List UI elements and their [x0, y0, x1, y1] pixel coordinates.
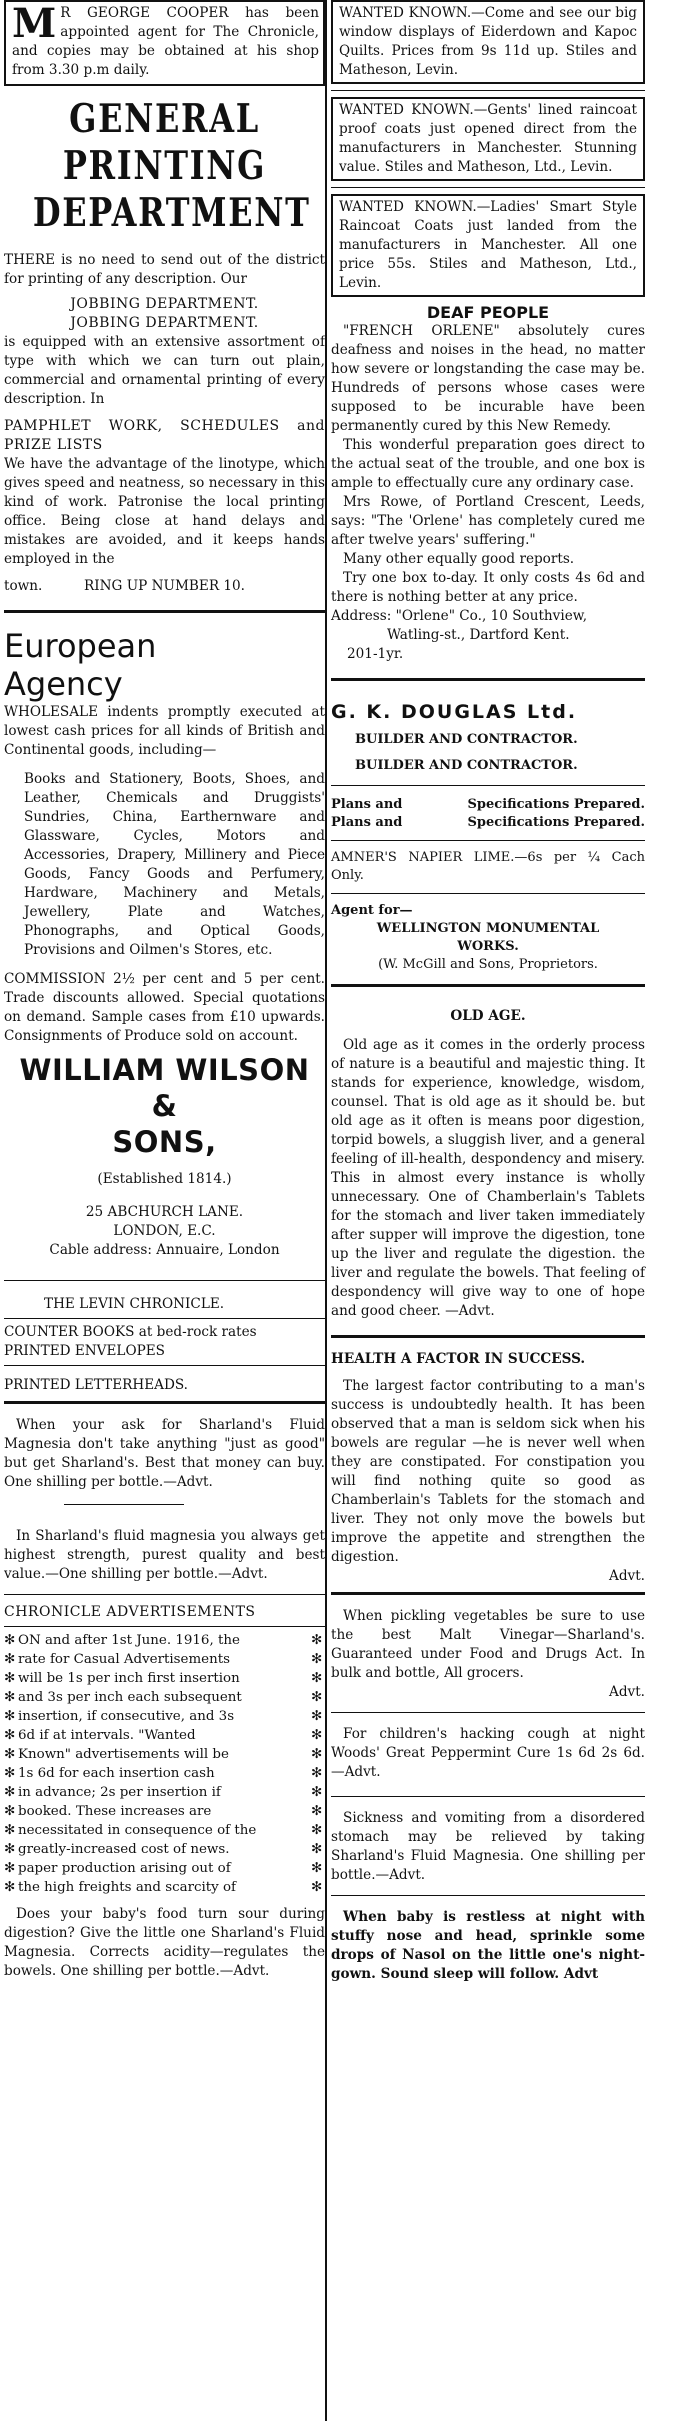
rule	[331, 984, 645, 987]
chronicle-title: THE LEVIN CHRONICLE.	[44, 1296, 225, 1312]
deaf-address-2: Watling-st., Dartford Kent.	[387, 627, 570, 643]
rule	[4, 610, 325, 613]
pamphlet-heading: PAMPHLET WORK, SCHEDULES and PRIZE LISTS	[4, 418, 325, 453]
works-proprietors: (W. McGill and Sons, Proprietors.	[378, 957, 598, 972]
ring-up-row	[4, 577, 325, 596]
douglas-name: G. K. DOUGLAS Ltd.	[331, 701, 578, 723]
counter-books: COUNTER BOOKS at bed-rock rates	[4, 1324, 257, 1340]
old-age-text: Old age as it comes in the orderly process of nature is a beautiful and majestic thing. It stands for experience, knowledge, wisdom, counsel. That is old age as it should be. but old age as it often is means poor digestion, torpid bowels, a sluggish liver, and a general feeling of ill-health, despondency and misery. This in almost every instance is wholly unnecessary. One of Chamberlain's Tablets for the stomach and liver taken immediately after supper will improve the digestion, tone up the liver and regulate the digestion. the liver and regulate the bowels. That feeling of despondency will give way to one of hope and good cheer. —Advt.	[331, 1037, 645, 1319]
plans-row-2	[331, 814, 645, 832]
adverts-line: ✻ will be 1s per inch first insertion ✻	[4, 1671, 323, 1686]
malt-vinegar-advt: When pickling vegetables be sure to use the best Malt Vinegar—Sharland's. Guaranteed under Food and Drugs Act. In bulk and bottle, All grocers.	[331, 1608, 645, 1681]
napier-lime: AMNER'S NAPIER LIME.—6s per ¼ Cach Only.	[331, 850, 645, 883]
deaf-p1: "FRENCH ORLENE" absolutely cures deafness and noises in the head, no matter how severe or longstanding the case may be. Hundreds of persons whose cases were supposed to be incurable have been permanently cured by this New Remedy.	[331, 323, 645, 434]
rule	[331, 785, 645, 786]
rule	[331, 1895, 645, 1896]
deaf-p4: Many other equally good reports.	[343, 551, 575, 567]
baby-restless-advt: When baby is restless at night with stuffy nose and head, sprinkle some drops of Nasol on the little one's night-gown. Sound sleep will follow. Advt	[331, 1909, 645, 1982]
printing-equipped: is equipped with an extensive assortment of type with which we can turn out plain, commercial and ornamental printing of every description. In	[4, 334, 325, 407]
printing-title-line-2: PRINTING	[62, 143, 267, 189]
douglas-builder-2: BUILDER AND CONTRACTOR.	[355, 758, 578, 773]
adverts-line: ✻ necessitated in consequence of the ✻	[4, 1823, 323, 1838]
rule	[331, 893, 645, 894]
douglas-builder-1: BUILDER AND CONTRACTOR.	[355, 732, 578, 747]
adverts-line: ✻ insertion, if consecutive, and 3s ✻	[4, 1709, 323, 1724]
rule	[331, 1796, 645, 1797]
rule	[4, 1626, 325, 1627]
deaf-heading: DEAF PEOPLE	[426, 303, 550, 322]
rule	[4, 1594, 325, 1595]
deaf-p3: Mrs Rowe, of Portland Crescent, Leeds, says: "The 'Orlene' has completely cured me after twelve years' suffering."	[331, 494, 645, 548]
plans-left-1: Plans and	[331, 797, 403, 812]
firm-cable: Cable address: Annuaire, London	[49, 1242, 280, 1258]
firm-name-2: SONS,	[112, 1125, 217, 1159]
cooper-notice-box	[4, 0, 325, 86]
rule	[331, 1335, 645, 1338]
wanted-box-2	[331, 97, 645, 181]
malt-advt-tag: Advt.	[609, 1684, 645, 1700]
printing-title	[32, 96, 311, 237]
european-commission: COMMISSION 2½ per cent and 5 per cent. Trade discounts allowed. Special quotations on demand. Sample cases from £10 upwards. Consignments of Produce sold on account.	[4, 971, 325, 1044]
jobbing-line-1: JOBBING DEPARTMENT.	[70, 296, 259, 312]
adverts-line: ✻ 6d if at intervals. "Wanted ✻	[4, 1728, 323, 1743]
european-title-2: Agency	[4, 665, 123, 703]
firm-name-1: WILLIAM WILSON &	[19, 1053, 310, 1123]
firm-address-2: LONDON, E.C.	[113, 1223, 216, 1239]
printed-letterheads: PRINTED LETTERHEADS.	[4, 1377, 188, 1393]
health-advt: Advt.	[609, 1568, 645, 1584]
deaf-p2: This wonderful preparation goes direct to the actual seat of the trouble, and one box is ample to effectually cure any ordinary case.	[331, 437, 645, 491]
wanted-known-1: WANTED KNOWN.—Come and see our big window displays of Eiderdown and Kapoc Quilts. Prices from 9s 11d up. Stiles and Matheson, Levin.	[339, 5, 637, 78]
wanted-box-1	[331, 0, 645, 84]
plans-right-1: Specifications Prepared.	[467, 797, 645, 812]
rule	[4, 1365, 325, 1366]
rule	[4, 1318, 325, 1319]
rule	[331, 840, 645, 841]
adverts-line: ✻ greatly-increased cost of news. ✻	[4, 1842, 323, 1857]
sharland-advt-2: In Sharland's fluid magnesia you always get highest strength, purest quality and best value.—One shilling per bottle.—Advt.	[4, 1528, 325, 1582]
printing-intro: THERE is no need to send out of the district for printing of any description. Our	[4, 252, 325, 287]
rule	[331, 187, 645, 188]
adverts-line: ✻ in advance; 2s per insertion if ✻	[4, 1785, 323, 1800]
deaf-p5: Try one box to-day. It only costs 4s 6d and there is nothing better at any price.	[331, 570, 645, 605]
rule	[4, 1280, 325, 1281]
plans-left-2: Plans and	[331, 815, 403, 830]
adverts-line: ✻ Known" advertisements will be ✻	[4, 1747, 323, 1762]
printed-envelopes: PRINTED ENVELOPES	[4, 1343, 165, 1359]
rule	[4, 1401, 325, 1404]
health-text: The largest factor contributing to a man's success is undoubtedly health. It has been observed that a man is seldom sick when his bowels are regular —he is never well when they are constipated. For constipation you will find nothing quite so good as Chamberlain's Tablets for the stomach and liver. They not only move the bowels but improve the appetite and strengthen the digestion.	[331, 1378, 645, 1565]
printing-title-line-3: DEPARTMENT	[32, 190, 311, 236]
rule	[331, 1712, 645, 1713]
old-age-heading: OLD AGE.	[450, 1008, 526, 1024]
column-divider	[325, 0, 327, 2421]
european-title-1: European	[4, 627, 157, 665]
rule	[331, 678, 645, 681]
left-column	[4, 0, 325, 1981]
firm-established: (Established 1814.)	[97, 1171, 232, 1187]
wanted-known-2: WANTED KNOWN.—Gents' lined raincoat proof coats just opened direct from the manufacturers in Manchester. Stunning value. Stiles and Matheson, Ltd., Levin.	[339, 102, 637, 175]
european-goods-list: Books and Stationery, Boots, Shoes, and Leather, Chemicals and Druggists' Sundries, China, Earthernware and Glassware, Cycles, Motors and Accessories, Drapery, Millinery and Piece Goods, Fancy Goods and Perfumery, Hardware, Machinery and Metals, Jewellery, Plate and Watches, Phonographs, and Optical Goods, Provisions and Oilmen's Stores, etc.	[24, 771, 325, 958]
deaf-ref: 201-1yr.	[347, 646, 404, 662]
wanted-box-3	[331, 194, 645, 297]
plans-right-2: Specifications Prepared.	[467, 815, 645, 830]
adverts-line: ✻ and 3s per inch each subsequent ✻	[4, 1690, 323, 1705]
ring-up-town: town.	[4, 578, 43, 594]
adverts-heading: CHRONICLE ADVERTISEMENTS	[4, 1604, 256, 1620]
printing-title-line-1: GENERAL	[69, 96, 260, 142]
wanted-known-3: WANTED KNOWN.—Ladies' Smart Style Raincoat Coats just landed from the manufacturers in Manchester. All one price 55s. Stiles and Matheson, Ltd., Levin.	[339, 199, 637, 291]
deaf-address-1: Address: "Orlene" Co., 10 Southview,	[331, 608, 588, 624]
adverts-line: ✻ booked. These increases are ✻	[4, 1804, 323, 1819]
adverts-line: ✻ paper production arising out of ✻	[4, 1861, 323, 1876]
linotype-text: We have the advantage of the linotype, which gives speed and neatness, so necessary in this kind of work. Patronise the local printing office. Being close at hand delays and mistakes are avoided, and it keeps hands employed in the	[4, 456, 325, 567]
adverts-line: ✻ rate for Casual Advertisements ✻	[4, 1652, 323, 1667]
works-line-1: WELLINGTON MONUMENTAL	[376, 921, 600, 936]
jobbing-line-2: JOBBING DEPARTMENT.	[70, 315, 259, 331]
woods-cure-advt: For children's hacking cough at night Woods' Great Peppermint Cure 1s 6d 2s 6d. —Advt.	[331, 1726, 645, 1780]
adverts-line: ✻ the high freights and scarcity of ✻	[4, 1880, 323, 1895]
ring-up-number: RING UP NUMBER 10.	[84, 578, 245, 594]
sickness-advt: Sickness and vomiting from a disordered stomach may be relieved by taking Sharland's Fluid Magnesia. One shilling per bottle.—Advt.	[331, 1810, 645, 1883]
health-heading: HEALTH A FACTOR IN SUCCESS.	[331, 1351, 586, 1367]
adverts-line: ✻ 1s 6d for each insertion cash ✻	[4, 1766, 323, 1781]
rule	[331, 1592, 645, 1595]
cooper-notice: M R GEORGE COOPER has been appointed agent for The Chronicle, and copies may be obtained at his shop from 3.30 p.m daily.	[12, 0, 319, 78]
agent-for: Agent for—	[331, 903, 413, 918]
adverts-rates	[4, 1631, 325, 1897]
firm-address-1: 25 ABCHURCH LANE.	[85, 1204, 244, 1220]
cooper-dropcap: M	[12, 0, 57, 47]
european-intro: WHOLESALE indents promptly executed at lowest cash prices for all kinds of British and Continental goods, including—	[4, 704, 325, 758]
rule	[64, 1504, 184, 1505]
plans-row-1	[331, 796, 645, 814]
works-line-2: WORKS.	[457, 939, 519, 954]
rule	[331, 90, 645, 91]
right-column	[331, 0, 645, 1984]
sharland-advt-1: When your ask for Sharland's Fluid Magnesia don't take anything "just as good" but get Sharland's. Best that money can buy. One shilling per bottle.—Advt.	[4, 1417, 325, 1490]
baby-food-advt: Does your baby's food turn sour during digestion? Give the little one Sharland's Fluid Magnesia. Corrects acidity—regulates the bowels. One shilling per bottle.—Advt.	[4, 1906, 325, 1979]
adverts-line: ✻ ON and after 1st June. 1916, the ✻	[4, 1633, 323, 1648]
